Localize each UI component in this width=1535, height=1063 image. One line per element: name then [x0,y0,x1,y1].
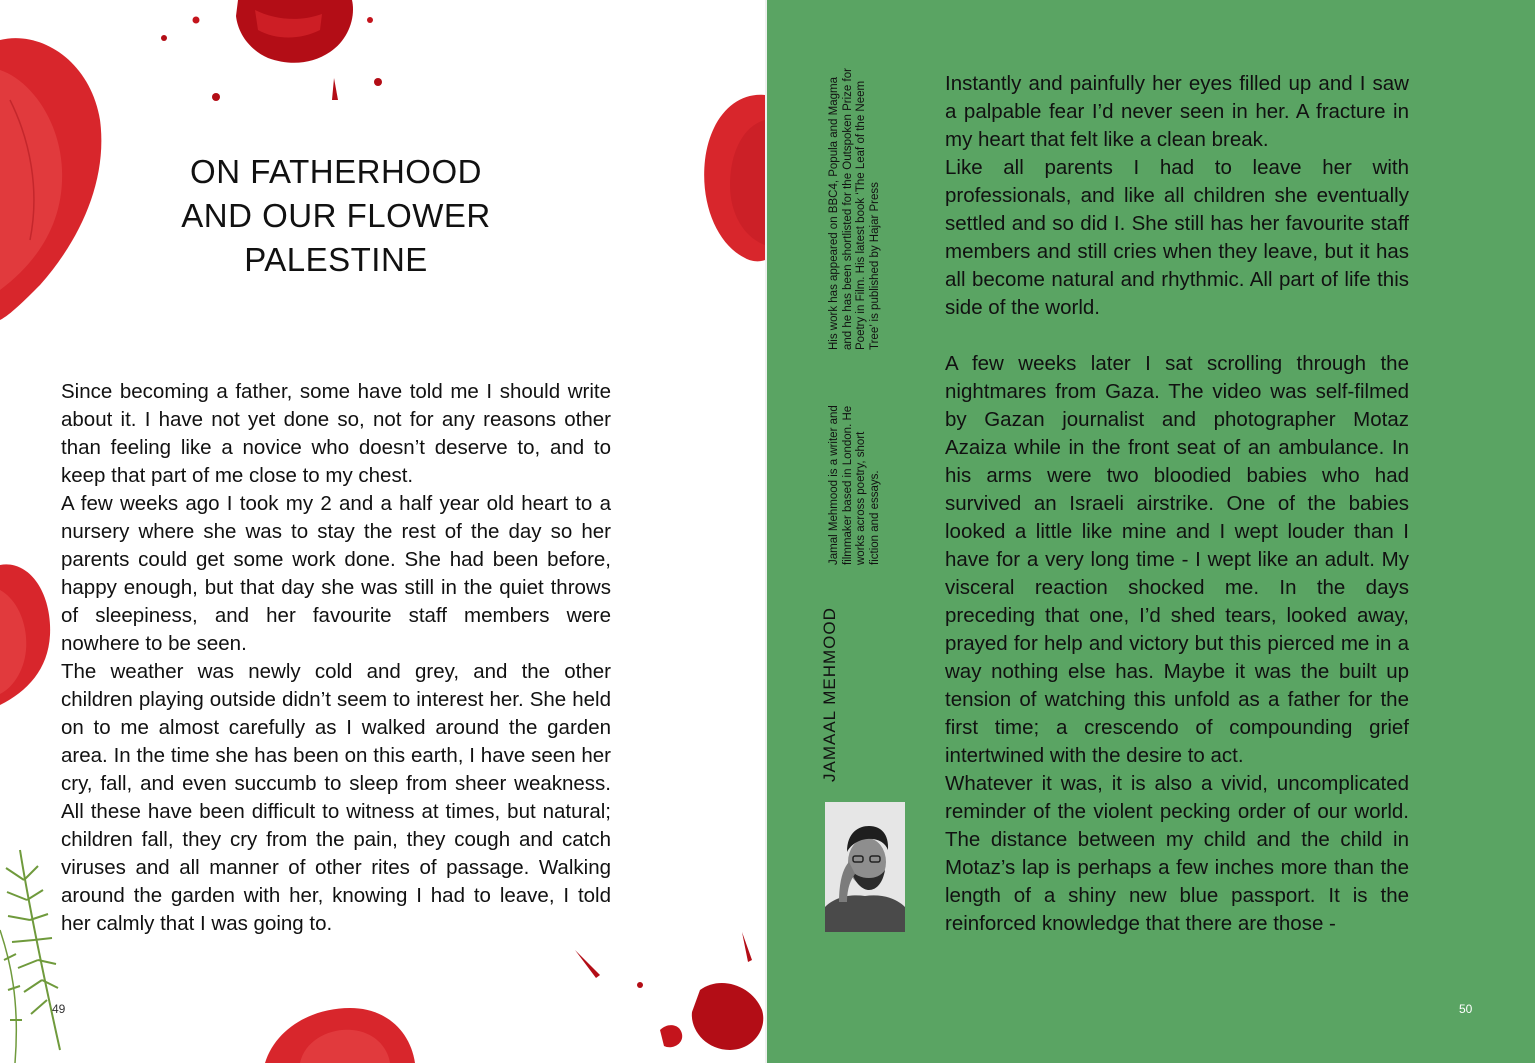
article-title [120,150,552,282]
author-bio [828,375,882,565]
author-work-note [828,50,882,350]
text-line: Jamal Mehmood is a writer and [828,405,840,565]
text-line: Poetry in Film. His latest book ‘The Leaf of the Neem [855,80,867,350]
paragraph: Instantly and painfully her eyes filled up and I saw a palpable fear I’d never seen in her. A fracture in my heart that felt like a clean break. [945,72,1409,151]
blood-splatter-icon [161,0,382,101]
text-line: works across poetry, short [855,431,867,565]
paragraph: Since becoming a father, some have told me I should write about it. I have not yet done so, not for any reasons other than feeling like a novice who doesn’t deserve to, and to keep that part of me close to my chest. [61,380,611,487]
left-page [0,0,765,1063]
fern-leaf-icon [0,850,60,1063]
title-line: PALESTINE [244,241,428,278]
paragraph: Whatever it was, it is also a vivid, uncomplicated reminder of the violent pecking order of our world. The distance between my child and the child in Motaz’s lap is perhaps a few inches more than the length of a shiny new blue passport. It is the reinforced knowledge that there are those - [945,772,1409,935]
title-line: AND OUR FLOWER [181,197,491,234]
article-body-right [945,70,1409,938]
text-line: Tree’ is published by Hajar Press [868,182,881,350]
page-number: 50 [1459,1002,1473,1016]
paragraph: A few weeks later I sat scrolling through the nightmares from Gaza. The video was self-filmed by Gazan journalist and photographer Motaz Azaiza while in the front seat of an ambulance. In his arms were two bloodied babies who had survived an Israeli airstrike. One of the babies looked a little like mine and I wept louder than I have for a very long time - I wept like an adult. My visceral reaction shocked me. In the days preceding that one, I’d shed tears, looked away, prayed for help and victory but this pierced me in a way nothing else has. Maybe it was the built up tension of watching this unfold as a father for the first time; a crescendo of compounding grief intertwined with the desire to act. [945,352,1409,767]
paragraph: Like all parents I had to leave her with professionals, and like all children she eventually settled and so did I. She still has her favourite staff members and still cries when they leave, but it has all become natural and rhythmic. All part of life this side of the world. [945,156,1409,319]
article-body-left [61,378,611,938]
right-page [767,0,1535,1063]
author-portrait-icon [825,802,905,932]
poppy-icon [704,95,765,262]
page-number: 49 [52,1002,66,1016]
text-line: fiction and essays. [868,470,881,565]
blood-splatter-icon [575,932,763,1050]
text-line: filmmaker based in London. He [841,405,854,565]
paragraph-spacer [945,322,1409,350]
poppy-icon [0,38,101,320]
paragraph: A few weeks ago I took my 2 and a half year old heart to a nursery where she was to stay the rest of the day so her parents could get some work done. She had been before, happy enough, but that day she was still in the quiet throws of sleepiness, and her favourite staff members were nowhere to be seen. [61,492,611,655]
text-line: and he has been shortlisted for the Outspoken Prize for [841,68,854,350]
poppy-icon [0,564,50,705]
paragraph: The weather was newly cold and grey, and the other children playing outside didn’t seem to interest her. She held on to me almost carefully as I walked around the garden area. In the time she has been on this earth, I have seen her cry, fall, and even succumb to sleep from sheer weakness. All these have been difficult to witness at times, but natural; children fall, they cry from the pain, they cough and catch viruses and all manner of other rites of passage. Walking around the garden with her, knowing I had to leave, I told her calmly that I was going to. [61,660,611,935]
poppy-icon [265,1008,415,1063]
author-name: JAMAAL MEHMOOD [820,607,839,782]
title-line: ON FATHERHOOD [190,153,482,190]
text-line: His work has appeared on BBC4, Popula and Magma [828,77,840,350]
